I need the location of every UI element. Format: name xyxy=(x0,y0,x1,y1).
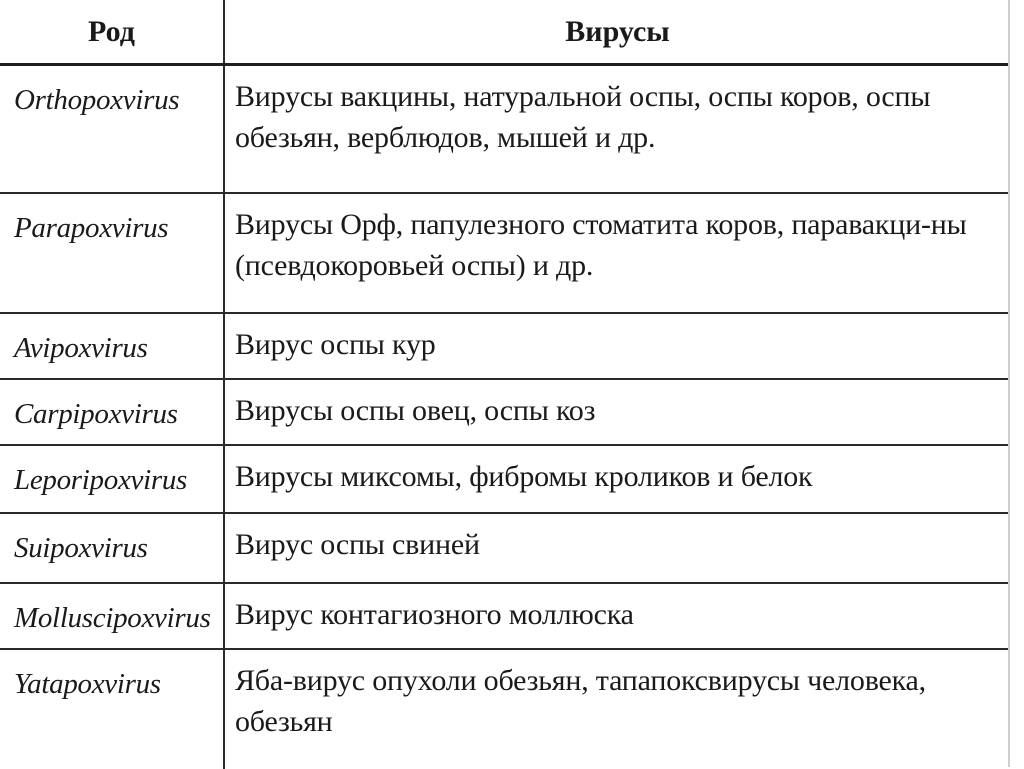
column-header-genus: Род xyxy=(0,0,224,65)
genus-cell: Leporipoxvirus xyxy=(0,445,224,513)
viruses-cell: Вирусы оспы овец, оспы коз xyxy=(224,379,1010,445)
table-row xyxy=(0,65,1010,193)
viruses-cell: Вирус оспы свиней xyxy=(224,513,1010,583)
genus-cell: Avipoxvirus xyxy=(0,313,224,379)
page-edge-divider xyxy=(1008,0,1010,767)
table-row xyxy=(0,313,1010,379)
table-row xyxy=(0,445,1010,513)
genus-cell: Suipoxvirus xyxy=(0,513,224,583)
table-row xyxy=(0,193,1010,313)
table-row xyxy=(0,513,1010,583)
table-row xyxy=(0,379,1010,445)
viruses-cell: Яба-вирус опухоли обезьян, тапапоксвирусы человека, обезьян xyxy=(235,663,926,738)
genus-cell: Carpipoxvirus xyxy=(0,379,224,445)
table-row xyxy=(0,583,1010,649)
viruses-cell: Вирус контагиозного моллюска xyxy=(224,583,1010,649)
genus-cell: Molluscipoxvirus xyxy=(0,583,224,649)
genus-cell: Yatapoxvirus xyxy=(0,649,224,769)
viruses-cell: Вирусы вакцины, натуральной оспы, оспы коров, оспы обезьян, верблюдов, мышей и др. xyxy=(224,65,1010,193)
genus-cell: Parapoxvirus xyxy=(0,193,224,313)
table-header-row xyxy=(0,0,1010,65)
viruses-cell: Вирусы Орф, папулезного стоматита коров, паравакци-ны (псевдокоровьей оспы) и др. xyxy=(224,193,1010,313)
column-header-viruses: Вирусы xyxy=(224,0,1010,65)
viruses-cell: Вирусы миксомы, фибромы кроликов и белок xyxy=(224,445,1010,513)
viruses-cell: Вирус оспы кур xyxy=(224,313,1010,379)
genus-cell: Orthopoxvirus xyxy=(0,65,224,193)
table-row xyxy=(0,649,1010,769)
